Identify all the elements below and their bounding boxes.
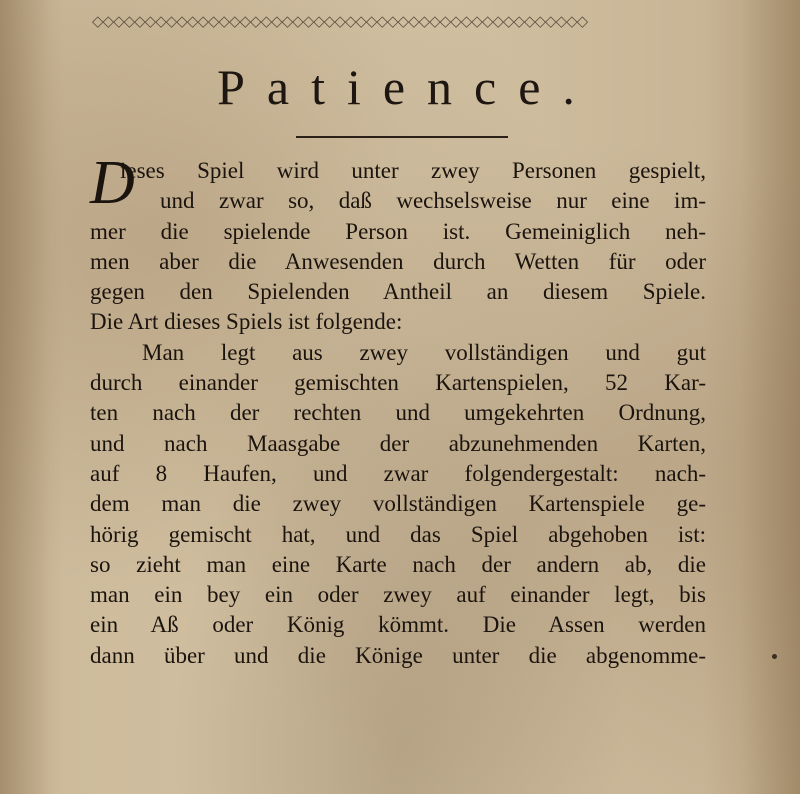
text-line: ein Aß oder König kömmt. Die Assen werden [90,612,706,638]
drop-cap: D [90,149,135,217]
text-line: ten nach der rechten und umgekehrten Ordnung, [90,400,706,426]
ink-spot [772,654,777,659]
text-line: man ein bey ein oder zwey auf einander legt, bis [90,582,706,608]
page-title: Patience. [217,59,597,115]
body-text [90,156,706,671]
text-line: hörig gemischt hat, und das Spiel abgehoben ist: [90,521,706,547]
text-line: dem man die zwey vollständigen Kartenspiele ge- [90,491,706,517]
text-line: und zwar so, daß wechselsweise nur eine im- [160,188,706,214]
text-line: mer die spielende Person ist. Gemeiniglich neh- [90,218,706,244]
text-line: und nach Maasgabe der abzunehmenden Karten, [90,430,706,456]
text-line: dann über und die Könige unter die abgenomme- [90,642,706,668]
text-line: so zieht man eine Karte nach der andern ab, die [90,551,706,577]
text-line: men aber die Anwesenden durch Wetten für oder [90,248,706,274]
text-line: ieses Spiel wird unter zwey Personen gespielt, [120,158,706,183]
title-rule [296,136,508,138]
text-line: Die Art dieses Spiels ist folgende: [90,309,403,335]
text-line: Man legt aus zwey vollständigen und gut [142,339,706,365]
text-line: durch einander gemischten Kartenspielen, 52 Kar- [90,370,706,396]
text-line: gegen den Spielenden Antheil an diesem Spiele. [90,279,706,305]
ornament-border: ◇◇◇◇◇◇◇◇◇◇◇◇◇◇◇◇◇◇◇◇◇◇◇◇◇◇◇◇◇◇◇◇◇◇◇◇◇◇◇◇◇◇◇◇◇◇◇ [92,12,588,30]
text-line: auf 8 Haufen, und zwar folgendergestalt: nach- [90,460,706,486]
